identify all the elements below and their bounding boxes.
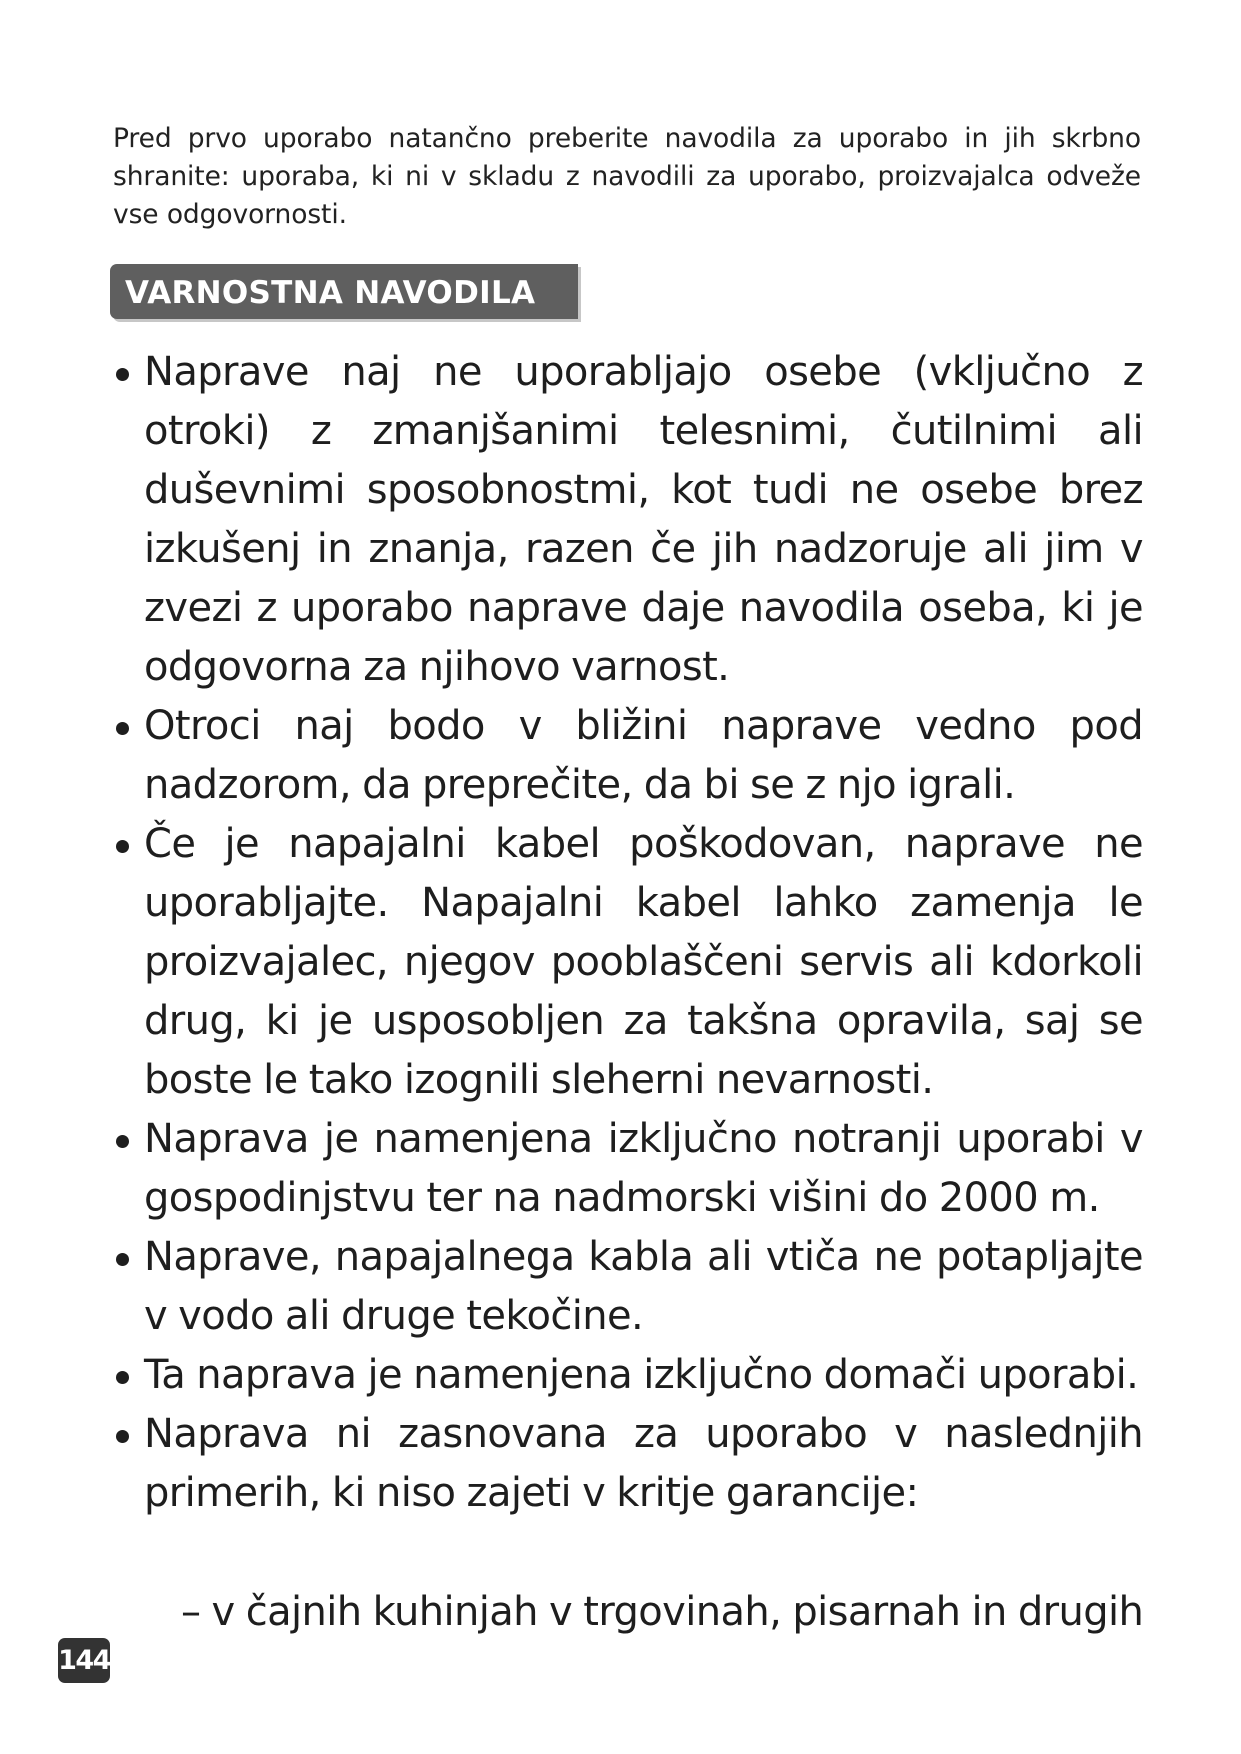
safety-instructions-list	[113, 343, 1143, 1523]
list-item	[113, 1228, 1143, 1346]
sub-list-item: – v čajnih kuhinjah v trgovinah, pisarnah in drugih	[181, 1589, 1144, 1635]
list-item-text: Ta naprava je namenjena izključno domači uporabi.	[144, 1352, 1139, 1398]
bullet-icon	[116, 840, 129, 853]
list-item	[113, 1346, 1143, 1405]
list-item	[113, 697, 1143, 815]
bullet-icon	[116, 1135, 129, 1148]
bullet-icon	[116, 368, 129, 381]
list-item-text: Otroci naj bodo v bližini naprave vedno pod nadzorom, da preprečite, da bi se z njo igrali.	[144, 703, 1143, 808]
bullet-icon	[116, 1371, 129, 1384]
list-item-text: Naprave naj ne uporabljajo osebe (vključno z otroki) z zmanjšanimi telesnimi, čutilnimi ali duševnimi sposobnostmi, kot tudi ne osebe brez izkušenj in znanja, razen če jih nadzoruje ali jim v zvezi z uporabo naprave daje navodila oseba, ki je odgovorna za njihovo varnost.	[144, 349, 1143, 690]
list-item	[113, 1110, 1143, 1228]
list-item-text: Naprava je namenjena izključno notranji uporabi v gospodinjstvu ter na nadmorski višini do 2000 m.	[144, 1116, 1143, 1221]
list-item-text: Naprave, napajalnega kabla ali vtiča ne potapljajte v vodo ali druge tekočine.	[144, 1234, 1143, 1339]
list-item	[113, 1405, 1143, 1523]
bullet-icon	[116, 1430, 129, 1443]
bullet-icon	[116, 1253, 129, 1266]
bullet-icon	[116, 722, 129, 735]
list-item-text: Če je napajalni kabel poškodovan, naprave ne uporabljajte. Napajalni kabel lahko zamenja le proizvajalec, njegov pooblaščeni servis ali kdorkoli drug, ki je usposobljen za takšna opravila, saj se boste le tako izognili sleherni nevarnosti.	[144, 821, 1143, 1103]
section-title: VARNOSTNA NAVODILA	[125, 275, 536, 311]
intro-paragraph: Pred prvo uporabo natančno preberite navodila za uporabo in jih skrbno shranite: uporaba, ki ni v skladu z navodili za uporabo, proizvajalca odveže vse odgovornosti.	[113, 123, 1141, 230]
page-number: 144	[58, 1638, 110, 1683]
list-item	[113, 815, 1143, 1110]
list-item-text: Naprava ni zasnovana za uporabo v naslednjih primerih, ki niso zajeti v kritje garancije:	[144, 1411, 1143, 1516]
list-item	[113, 343, 1143, 697]
section-header	[110, 264, 578, 319]
